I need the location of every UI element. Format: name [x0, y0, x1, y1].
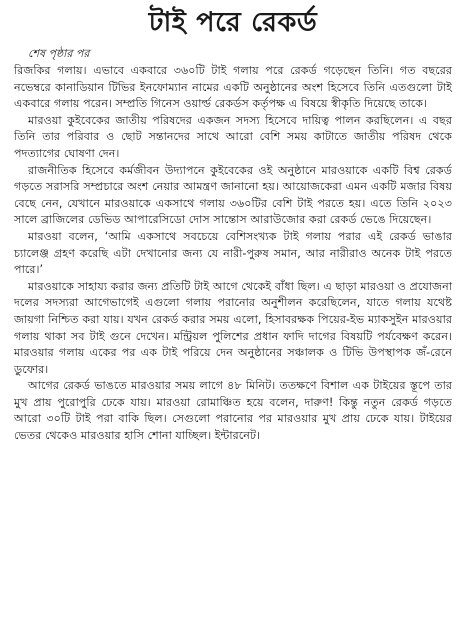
article-paragraph: মারওয়া কুইবেকের জাতীয় পরিষদের একজন সদস্য হিসেবে দায়িত্ব পালন করছিলেন। এ বছর তিনি তার পরিবার ও ছোট সন্তানদের সাথে আরো বেশি সময় কাটাতে জাতীয় পরিষদ থেকে পদত্যাগের ঘোষণা দেন।: [14, 113, 452, 160]
article-paragraph: আগের রেকর্ড ভাঙতে মারওয়ার সময় লাগে ৪৮ মিনিট। ততক্ষণে বিশাল এক টাইয়ের স্তূপে তার মুখ প্রায় পুরোপুরি ঢেকে যায়। মারওয়া রোমাঞ্চিত হয়ে বলেন, দারুণ! কিন্তু নতুন রেকর্ড গড়তে আরো ৩০টি টাই পরা বাকি ছিল। সেগুলো পরানোর পর মারওয়ার মুখ প্রায় ঢেকে যায়। টাইয়ের ভেতর থেকেও মারওয়ার হাসি শোনা যাচ্ছিল। ইন্টারনেট।: [14, 379, 452, 443]
article-headline: টাই পরে রেকর্ড: [148, 7, 318, 38]
article-paragraph: মারওয়া বলেন, ‘আমি একসাথে সবচেয়ে বেশিসংখ্যক টাই গলায় পরার এই রেকর্ড ভাঙার চ্যালেঞ্জ গ্রহণ করেছি এটা দেখানোর জন্য যে নারী-পুরুষ সমান, আর নারীরাও অনেক টাই পরতে পারে।’: [14, 229, 452, 277]
article-paragraph: মারওয়াকে সাহায্য করার জন্য প্রতিটি টাই আগে থেকেই বাঁধা ছিল। এ ছাড়া মারওয়া ও প্রযোজনা দলের সদস্যরা আগেভাগেই এগুলো গলায় পরানোর অনুশীলন করেছিলেন, যাতে গলায় যথেষ্ট জায়গা নিশ্চিত করা যায়। যখন রেকর্ড করার সময় এলো, হিসাবরক্ষক পিয়ের-ইভ ম্যাকসুইন মারওয়ার গলায় থাকা সব টাই গুনে দেখেন। মন্ট্রিয়ল পুলিশের প্রধান ফাদি দাগের বিষয়টি পর্যবেক্ষণ করেন। মারওয়ার গলায় একের পর এক টাই পরিয়ে দেন অনুষ্ঠানের সঞ্চালক ও টিভি উপস্থাপক জঁ-রেনে ডুফোর।: [14, 279, 452, 376]
continued-from-label: শেষ পৃষ্ঠার পর: [28, 47, 90, 60]
article-paragraph: রিজকির গলায়। এভাবে একবারে ৩৬০টি টাই গলায় পরে রেকর্ড গড়েছেন তিনি। গত বছরের নভেম্বরে কানাডিয়ান টিভির ইনফোম্যান নামের একটি অনুষ্ঠানের অংশ হিসেবে তিনি এতগুলো টাই একবারে গলায় পরেন। সম্প্রতি গিনেস ওয়ার্ল্ড রেকর্ডস কর্তৃপক্ষ এ বিষয়ে স্বীকৃতি দিয়েছে তাকে।: [14, 64, 452, 111]
article-paragraph: রাজনীতিক হিসেবে কর্মজীবন উদ্যাপনে কুইবেকের ওই অনুষ্ঠানে মারওয়াকে একটি বিশ্ব রেকর্ড গড়তে সরাসরি সম্প্রচারে অংশ নেয়ার আমন্ত্রণ জানানো হয়। আয়োজকেরা এমন একটি মজার বিষয় বেছে নেন, যেখানে মারওয়াকে একসাথে গলায় ৩৬০টির বেশি টাই পরতে হয়। এতে তিনি ২০২৩ সালে ব্রাজিলের ডেভিড আপারেসিডো দোস সান্তোস আরাউজোর করা রেকর্ড ভেঙে দিয়েছেন।: [14, 163, 452, 227]
